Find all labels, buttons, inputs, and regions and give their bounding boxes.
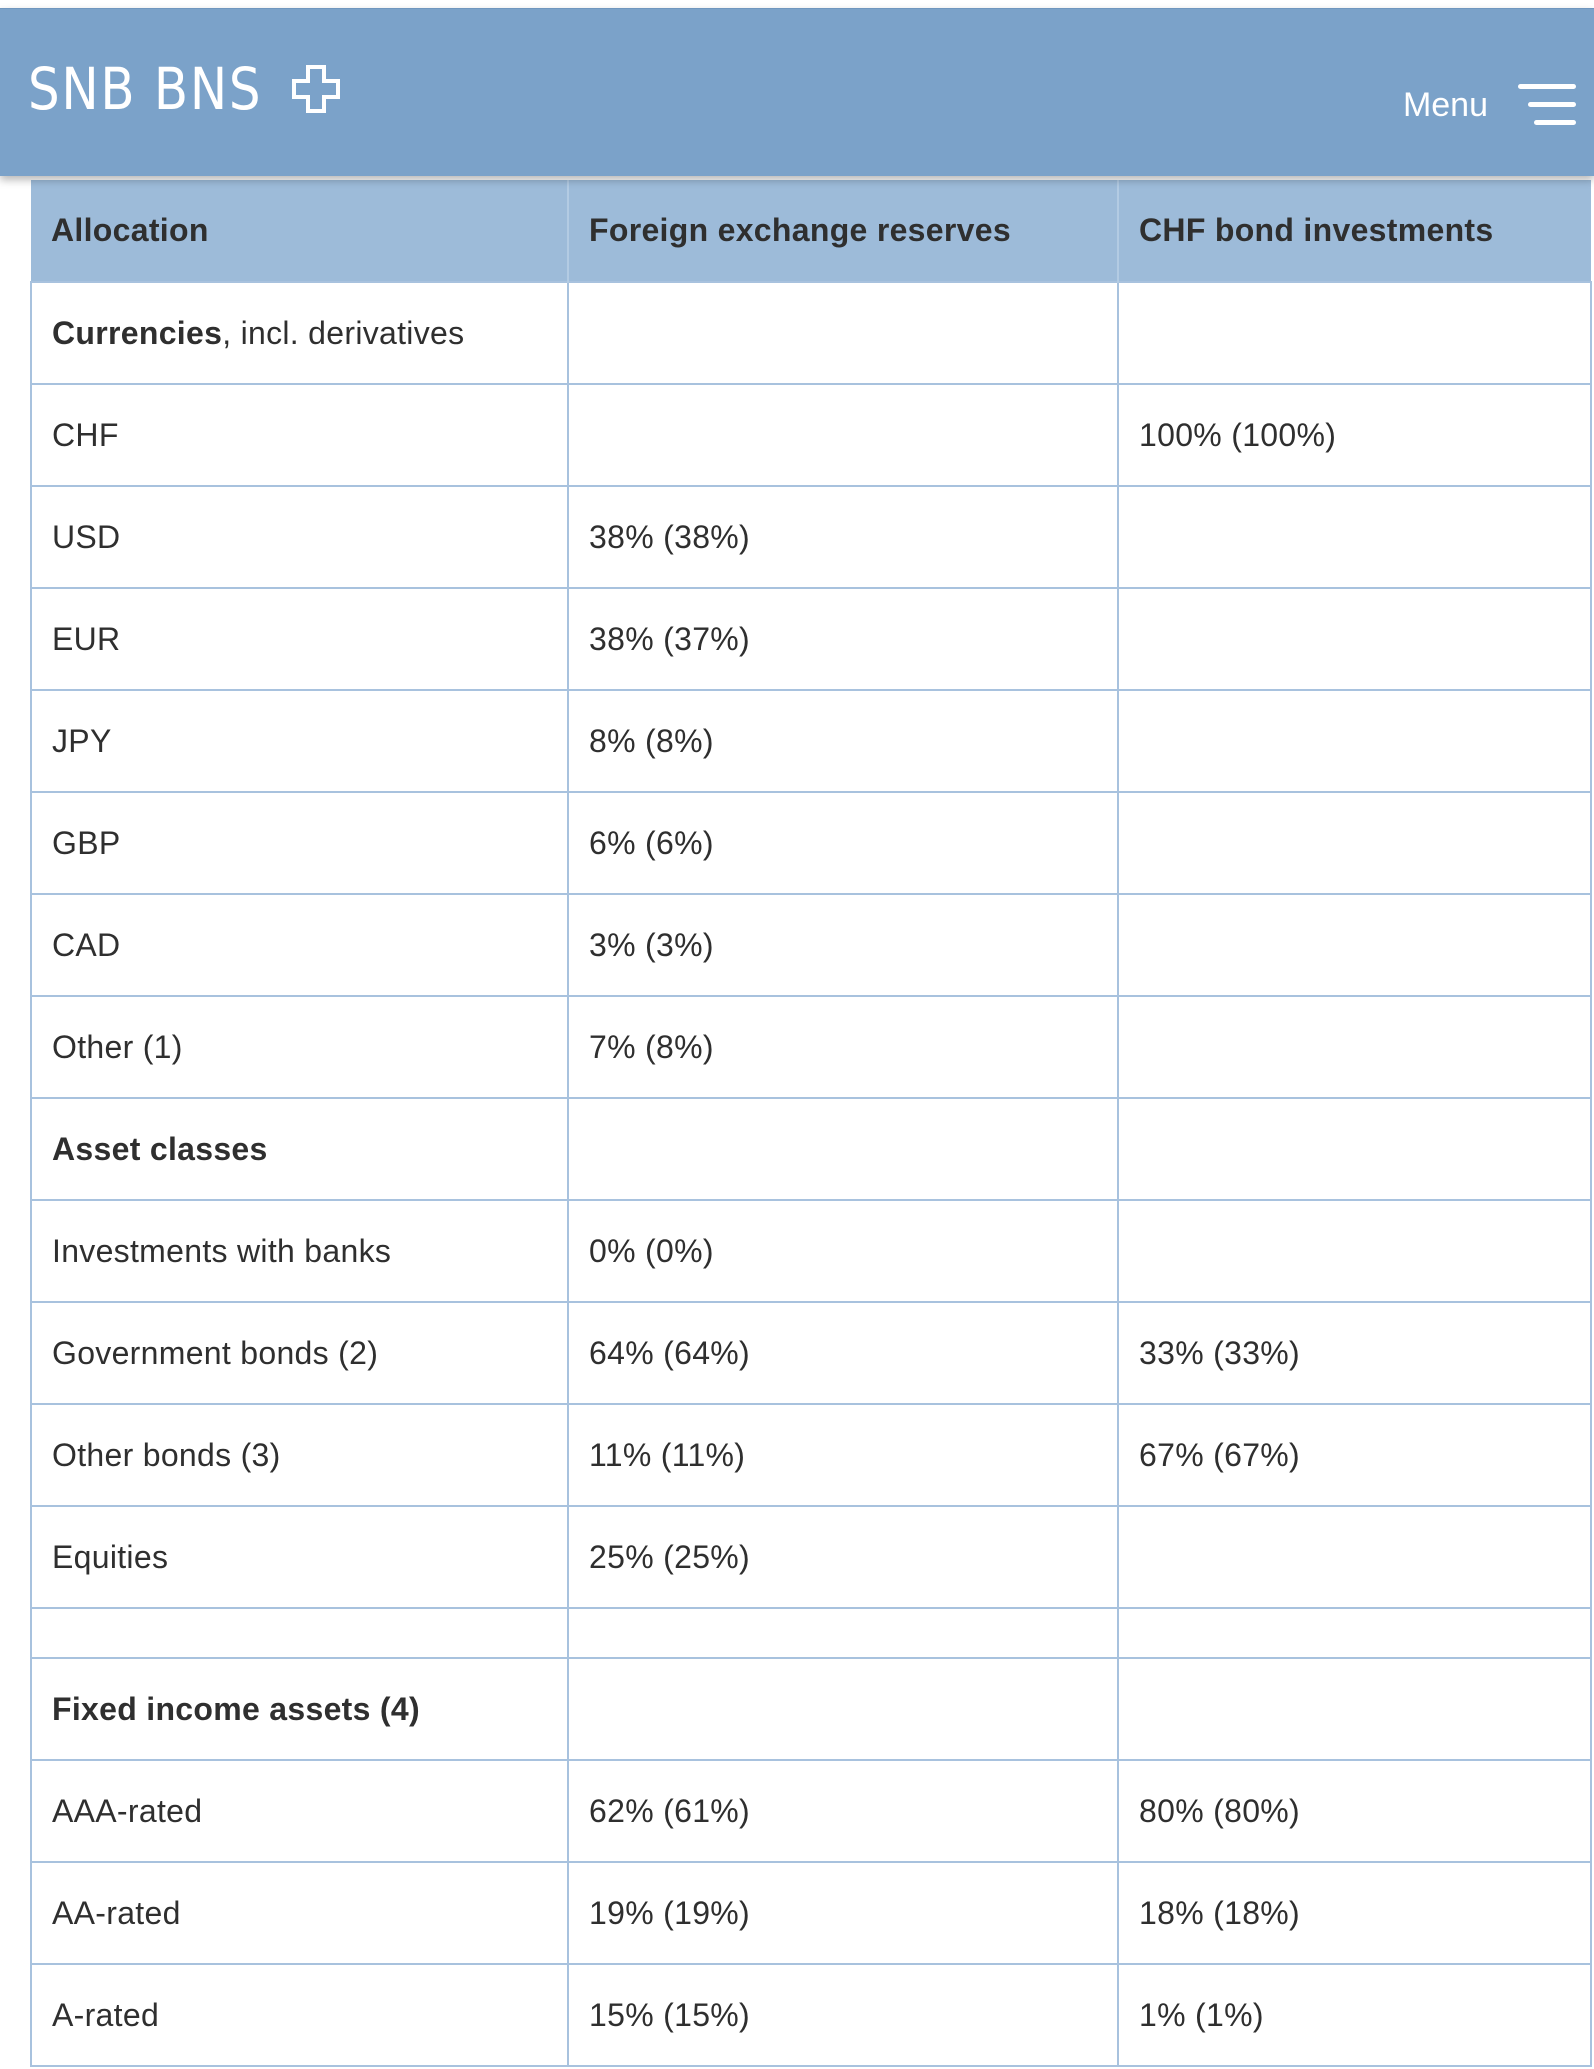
row-label-bold: Asset classes: [52, 1130, 268, 1167]
chf-value: [1118, 894, 1591, 996]
row-label: CHF: [31, 384, 568, 486]
row-label: Investments with banks: [31, 1200, 568, 1302]
table-row: [31, 792, 1591, 894]
fx-value: 3% (3%): [568, 894, 1118, 996]
fx-value: 38% (38%): [568, 486, 1118, 588]
fx-value: 0% (0%): [568, 1200, 1118, 1302]
fx-value: [568, 282, 1118, 384]
row-label: GBP: [31, 792, 568, 894]
table-row: [31, 1658, 1591, 1760]
fx-value: [568, 384, 1118, 486]
table-row: [31, 1302, 1591, 1404]
fx-value: 8% (8%): [568, 690, 1118, 792]
fx-value: 19% (19%): [568, 1862, 1118, 1964]
chf-value: 80% (80%): [1118, 1760, 1591, 1862]
table-row: [31, 282, 1591, 384]
row-label: JPY: [31, 690, 568, 792]
row-label: Other (1): [31, 996, 568, 1098]
fx-value: [568, 1608, 1118, 1658]
table-row: [31, 894, 1591, 996]
row-label: AAA-rated: [31, 1760, 568, 1862]
fx-value: 7% (8%): [568, 996, 1118, 1098]
column-header-chf-bonds: CHF bond investments: [1118, 180, 1591, 282]
table-row: [31, 1964, 1591, 2066]
hamburger-icon: [1518, 80, 1578, 130]
fx-value: 11% (11%): [568, 1404, 1118, 1506]
row-label: Government bonds (2): [31, 1302, 568, 1404]
chf-value: [1118, 1658, 1591, 1760]
row-label: EUR: [31, 588, 568, 690]
swiss-cross-icon: [290, 63, 342, 115]
chf-value: 18% (18%): [1118, 1862, 1591, 1964]
fx-value: 6% (6%): [568, 792, 1118, 894]
chf-value: [1118, 1098, 1591, 1200]
chf-value: [1118, 282, 1591, 384]
table-row: [31, 486, 1591, 588]
chf-value: [1118, 1608, 1591, 1658]
table-row: [31, 690, 1591, 792]
row-label: [31, 1098, 568, 1200]
table-row: [31, 588, 1591, 690]
row-label: Other bonds (3): [31, 1404, 568, 1506]
chf-value: 33% (33%): [1118, 1302, 1591, 1404]
table-row: [31, 1506, 1591, 1608]
table-row: [31, 1404, 1591, 1506]
fx-value: 25% (25%): [568, 1506, 1118, 1608]
table-row: [31, 1098, 1591, 1200]
row-label: CAD: [31, 894, 568, 996]
table-row: [31, 996, 1591, 1098]
row-label: A-rated: [31, 1964, 568, 2066]
snb-logo[interactable]: [28, 49, 300, 129]
table-row: [31, 384, 1591, 486]
row-label: USD: [31, 486, 568, 588]
chf-value: [1118, 1200, 1591, 1302]
chf-value: [1118, 588, 1591, 690]
allocation-table: [30, 180, 1592, 2067]
chf-value: [1118, 792, 1591, 894]
row-label-bold: Currencies: [52, 314, 223, 351]
top-strip: [0, 0, 1594, 8]
row-label-rest: , incl. derivatives: [222, 314, 465, 351]
table-spacer-row: [31, 1608, 1591, 1658]
chf-value: [1118, 996, 1591, 1098]
table-header-row: [31, 180, 1591, 282]
table-row: [31, 1200, 1591, 1302]
chf-value: 1% (1%): [1118, 1964, 1591, 2066]
table-row: [31, 1760, 1591, 1862]
fx-value: 64% (64%): [568, 1302, 1118, 1404]
allocation-table-container: [30, 180, 1590, 2067]
row-label: [31, 282, 568, 384]
chf-value: 67% (67%): [1118, 1404, 1591, 1506]
row-label: AA-rated: [31, 1862, 568, 1964]
menu-label: Menu: [1402, 85, 1488, 124]
row-label: [31, 1608, 568, 1658]
fx-value: [568, 1098, 1118, 1200]
fx-value: 62% (61%): [568, 1760, 1118, 1862]
column-header-allocation: Allocation: [31, 180, 568, 282]
row-label-bold: Fixed income assets (4): [52, 1690, 420, 1727]
row-label: [31, 1658, 568, 1760]
site-header: [0, 8, 1594, 176]
fx-value: 38% (37%): [568, 588, 1118, 690]
menu-button[interactable]: [1403, 69, 1594, 141]
fx-value: 15% (15%): [568, 1964, 1118, 2066]
chf-value: 100% (100%): [1118, 384, 1591, 486]
fx-value: [568, 1658, 1118, 1760]
table-row: [31, 1862, 1591, 1964]
logo-text: SNB BNS: [28, 55, 263, 123]
chf-value: [1118, 1506, 1591, 1608]
chf-value: [1118, 690, 1591, 792]
row-label: Equities: [31, 1506, 568, 1608]
column-header-fx-reserves: Foreign exchange reserves: [568, 180, 1118, 282]
chf-value: [1118, 486, 1591, 588]
